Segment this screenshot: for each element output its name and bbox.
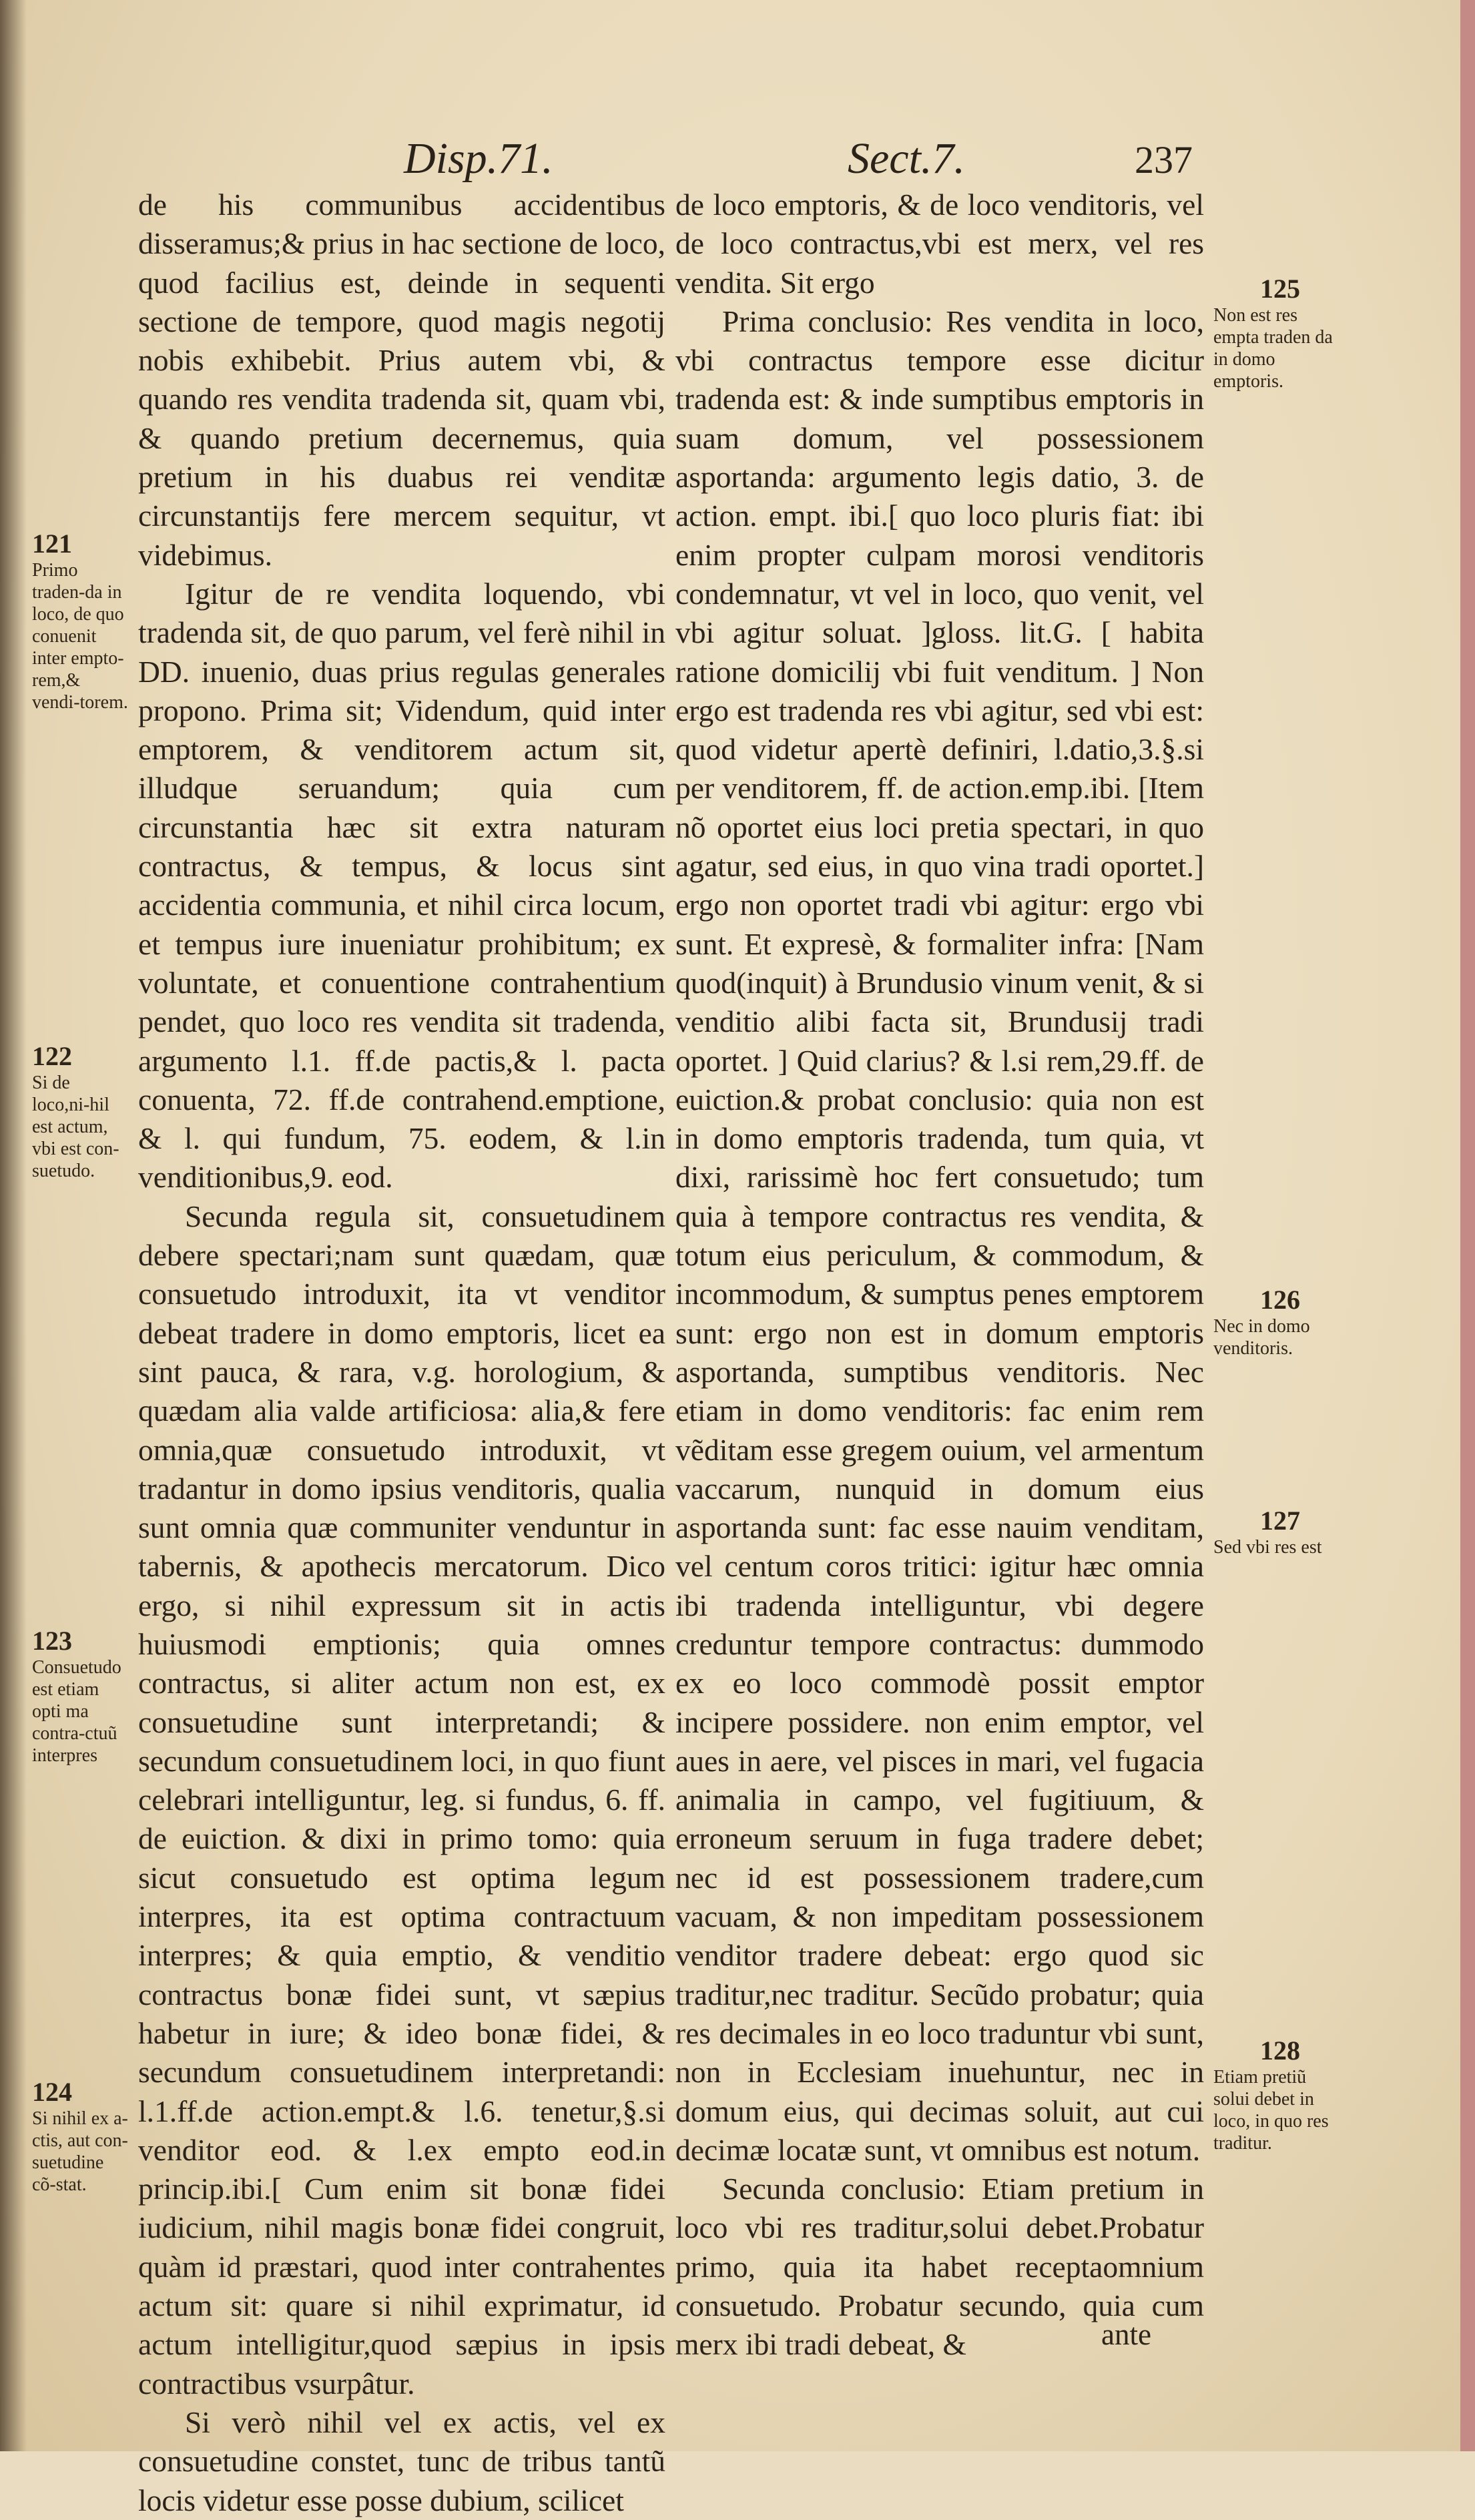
margin-note-left: [32, 1626, 132, 1767]
margin-note-right: [1213, 2035, 1347, 2154]
margin-note-right: [1213, 1506, 1347, 1558]
margin-note-text: Primo traden-da in loco, de quo conuenit inter empto-rem,& vendi-torem.: [32, 560, 128, 713]
margin-note-text: Si nihil ex a-ctis, aut con-suetudine cõ-stat.: [32, 2108, 128, 2195]
left-text-column: [138, 186, 665, 2520]
margin-note-number: 124: [32, 2077, 72, 2107]
paragraph: Si verò nihil vel ex actis, vel ex consuetudine constet, tunc de tribus tantũ locis videtur esse posse dubium, scilicet: [138, 2405, 665, 2517]
margin-note-number: 123: [32, 1626, 72, 1656]
paragraph: Igitur de re vendita loquendo, vbi tradenda sit, de quo parum, vel ferè nihil in DD. inuenio, duas prius regulas generales propono. Prima sit; Videndum, quid inter emptorem, & venditorem actum sit, illudque seruandum; quia cum circunstantia hæc sit extra naturam contractus, & tempus, & locus sint accidentia communia, et nihil circa locum, et tempus iure inueniatur prohibitum; ex voluntate, et conuentione contrahentium pendet, quo loco res vendita sit tradenda, argumento l.1. ff.de pactis,& l. pacta conuenta, 72. ff.de contrahend.emptione, & l. qui fundum, 75. eodem, & l.in venditionibus,9. eod.: [138, 576, 665, 1195]
header-disputation: Disp.71.: [404, 134, 553, 183]
margin-note-left: [32, 529, 132, 713]
margin-note-number: 128: [1260, 2035, 1300, 2066]
margin-note-text: Si de loco,ni-hil est actum, vbi est con-suetudo.: [32, 1072, 119, 1181]
paragraph: de his communibus accidentibus disseramus;& prius in hac sectione de loco, quod facilius est, deinde in sequenti sectione de tempore, quod magis negotij nobis exhibebit. Prius autem vbi, & quando res vendita tradenda sit, quam vbi, & quando pretium decernemus, quia pretium in his duabus rei venditæ circunstantijs fere mercem sequitur, vt videbimus.: [138, 188, 665, 572]
page-number: 237: [1135, 138, 1193, 182]
margin-note-text: Etiam pretiũ solui debet in loco, in quo res traditur.: [1213, 2067, 1329, 2154]
paragraph: Secunda conclusio: Etiam pretium in loco vbi res traditur,solui debet.Probatur primo, quia ita habet receptaomnium consuetudo. Probatur secundo, quia cum merx ibi tradi debeat, &: [675, 2172, 1204, 2362]
margin-note-left: [32, 1041, 132, 1182]
margin-note-text: Non est res empta traden da in domo emptoris.: [1213, 305, 1333, 392]
binding-shadow: [0, 0, 27, 2451]
margin-note-text: Sed vbi res est: [1213, 1537, 1322, 1558]
margin-note-number: 125: [1260, 274, 1300, 304]
margin-note-right: [1213, 274, 1347, 392]
margin-note-text: Nec in domo venditoris.: [1213, 1316, 1310, 1359]
margin-note-number: 121: [32, 529, 72, 559]
running-header: [0, 133, 1475, 183]
margin-note-number: 126: [1260, 1285, 1300, 1315]
paragraph: Secunda regula sit, consuetudinem debere spectari;nam sunt quædam, quæ consuetudo introduxit, ita vt venditor debeat tradere in domo emptoris, licet ea sint pauca, & rara, v.g. horologium, & quædam alia valde artificiosa: alia,& fere omnia,quæ consuetudo introduxit, vt tradantur in domo ipsius venditoris, qualia sunt omnia quæ communiter venduntur in tabernis, & apothecis mercatorum. Dico ergo, si nihil expressum sit in actis huiusmodi emptionis; quia omnes contractus, si aliter actum non est, ex consuetudine sunt interpretandi; & secundum consuetudinem loci, in quo fiunt celebrari intelliguntur, leg. si fundus, 6. ff. de euiction. & dixi in primo tomo: quia sicut consuetudo est optima legum interpres, ita est optima contractuum interpres; & quia emptio, & venditio contractus bonæ fidei sunt, vt sæpius habetur in iure; & ideo bonæ fidei, & secundum consuetudinem interpretandi: l.1.ff.de action.empt.& l.6. tenetur,§.si venditor eod. & l.ex empto eod.in princip.ibi.[ Cum enim sit bonæ fidei iudicium, nihil magis bonæ fidei congruit, quàm id præstari, quod inter contrahentes actum sit: quare si nihil exprimatur, id actum intelligitur,quod sæpius in ipsis contractibus vsurpâtur.: [138, 1199, 665, 2401]
margin-note-left: [32, 2077, 132, 2196]
page-edge: [1460, 0, 1475, 2451]
paragraph: de loco emptoris, & de loco venditoris, vel de loco contractus,vbi est merx, vel res vendita. Sit ergo: [675, 188, 1204, 300]
margin-note-number: 122: [32, 1041, 72, 1071]
catchword: ante: [1101, 2318, 1151, 2351]
paragraph: Prima conclusio: Res vendita in loco, vbi contractus tempore esse dicitur tradenda est: & inde sumptibus emptoris in suam domum, vel possessionem asportanda: argumento legis datio, 3. de action. empt. ibi.[ quo loco pluris fiat: ibi enim propter culpam morosi venditoris condemnatur, vt vel in loco, quo venit, vel vbi agitur soluat. ]gloss. lit.G. [ habita ratione domicilij vbi fuit venditum. ] Non ergo est tradenda res vbi agitur, sed vbi est: quod videtur apertè definiri, l.datio,3.§.si per venditorem, ff. de action.emp.ibi. [Item nõ oportet eius loci pretia spectari, in quo agatur, sed eius, in quo vina tradi oportet.] ergo non oportet tradi vbi agitur: ergo vbi sunt. Et expresè, & formaliter infra: [Nam quod(inquit) à Brundusio vinum venit, & si venditio alibi facta sit, Brundusij tradi oportet. ] Quid clarius? & l.si rem,29.ff. de euiction.& probat conclusio: quia non est in domo emptoris tradenda, tum quia, vt dixi, rarissimè hoc fert consuetudo; tum quia à tempore contractus res vendita, & totum eius periculum, & commodum, & incommodum, & sumptus penes emptorem sunt: ergo non est in domum emptoris asportanda, sumptibus venditoris. Nec etiam in domo venditoris: fac enim rem vẽditam esse gregem ouium, vel armentum vaccarum, nunquid in domum eius asportanda sunt: fac esse nauim venditam, vel centum coros tritici: igitur hæc omnia ibi tradenda intelliguntur, vbi degere creduntur tempore contractus: dummodo ex eo loco commodè possit emptor incipere possidere. non enim emptor, vel aues in aere, vel pisces in mari, vel fugacia animalia in campo, vel fugitiuum, & erroneum seruum in fuga tradere debet; nec id est possessionem tradere,cum vacuam, & non impeditam possessionem venditor tradere debeat: ergo quod sic traditur,nec traditur. Secũdo probatur; quia res decimales in eo loco traduntur vbi sunt, non in Ecclesiam inuehuntur, nec in domum eius, qui decimas soluit, aut cui decimæ locatæ sunt, vt omnibus est notum.: [675, 304, 1204, 2167]
margin-note-number: 127: [1260, 1506, 1300, 1536]
margin-note-right: [1213, 1285, 1347, 1359]
margin-note-text: Consuetudo est etiam opti ma contra-ctuũ interpres: [32, 1657, 121, 1766]
right-text-column: [675, 186, 1204, 2365]
header-section: Sect.7.: [848, 134, 965, 183]
